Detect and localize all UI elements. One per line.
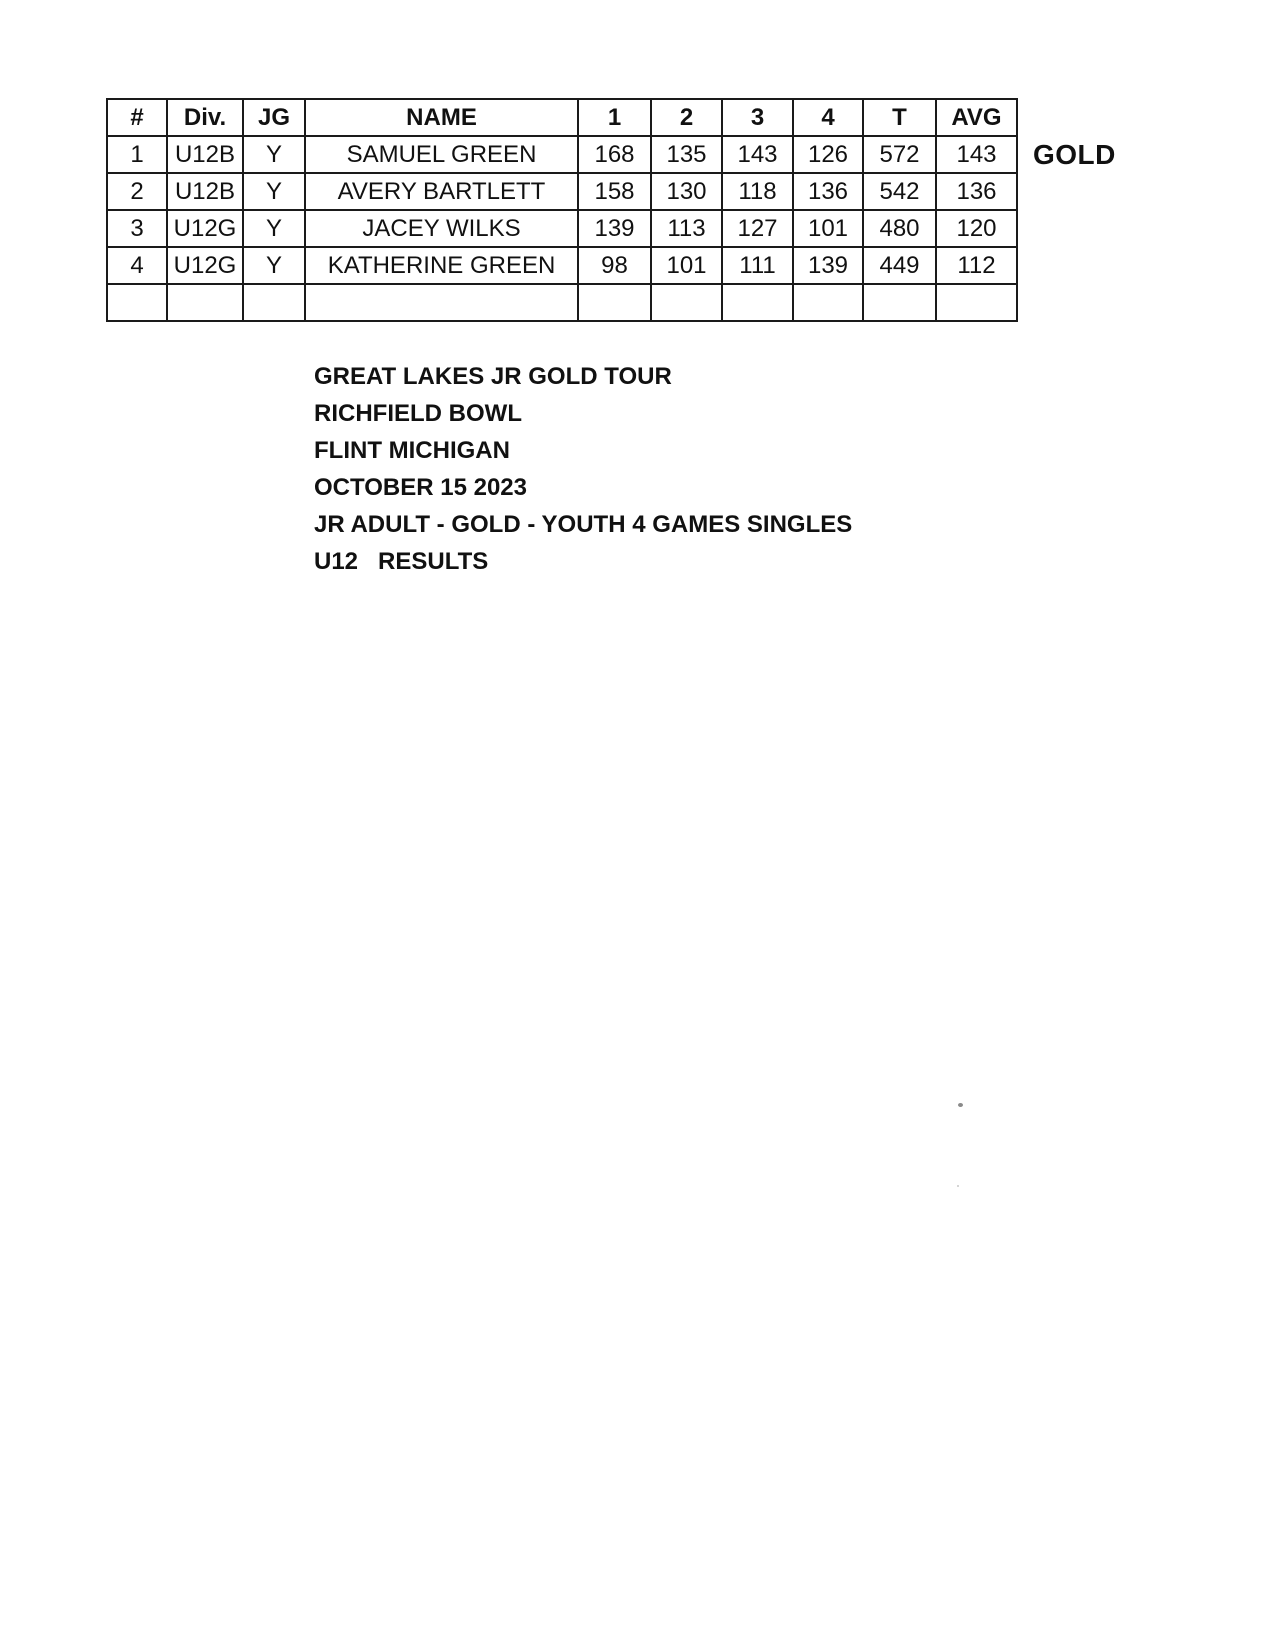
cell-division: U12B bbox=[167, 173, 243, 210]
cell-rank: 4 bbox=[107, 247, 167, 284]
cell-rank: 3 bbox=[107, 210, 167, 247]
cell-rank bbox=[107, 284, 167, 321]
cell-game-1: 98 bbox=[578, 247, 651, 284]
cell-game-3: 143 bbox=[722, 136, 793, 173]
cell-average: 143 bbox=[936, 136, 1017, 173]
scan-speck bbox=[957, 1185, 959, 1187]
cell-game-1 bbox=[578, 284, 651, 321]
table-row bbox=[107, 247, 1017, 284]
cell-game-4: 136 bbox=[793, 173, 863, 210]
event-location: FLINT MICHIGAN bbox=[314, 437, 510, 464]
cell-game-3: 118 bbox=[722, 173, 793, 210]
cell-jg bbox=[243, 284, 305, 321]
cell-game-1: 139 bbox=[578, 210, 651, 247]
cell-game-2 bbox=[651, 284, 722, 321]
cell-jg: Y bbox=[243, 247, 305, 284]
event-venue: RICHFIELD BOWL bbox=[314, 400, 522, 427]
cell-game-1: 168 bbox=[578, 136, 651, 173]
header-name: NAME bbox=[305, 99, 578, 136]
cell-game-3: 127 bbox=[722, 210, 793, 247]
cell-total: 449 bbox=[863, 247, 936, 284]
cell-name: JACEY WILKS bbox=[305, 210, 578, 247]
cell-game-3 bbox=[722, 284, 793, 321]
header-average: AVG bbox=[936, 99, 1017, 136]
cell-name bbox=[305, 284, 578, 321]
header-game-1: 1 bbox=[578, 99, 651, 136]
cell-game-2: 113 bbox=[651, 210, 722, 247]
header-division: Div. bbox=[167, 99, 243, 136]
table-row bbox=[107, 173, 1017, 210]
cell-name: KATHERINE GREEN bbox=[305, 247, 578, 284]
cell-game-3: 111 bbox=[722, 247, 793, 284]
cell-total: 542 bbox=[863, 173, 936, 210]
cell-average: 136 bbox=[936, 173, 1017, 210]
cell-game-4: 139 bbox=[793, 247, 863, 284]
cell-division bbox=[167, 284, 243, 321]
cell-average: 120 bbox=[936, 210, 1017, 247]
cell-total bbox=[863, 284, 936, 321]
header-total: T bbox=[863, 99, 936, 136]
cell-total: 572 bbox=[863, 136, 936, 173]
cell-game-4: 101 bbox=[793, 210, 863, 247]
cell-average bbox=[936, 284, 1017, 321]
table-row-empty bbox=[107, 284, 1017, 321]
header-game-4: 4 bbox=[793, 99, 863, 136]
cell-jg: Y bbox=[243, 210, 305, 247]
cell-jg: Y bbox=[243, 173, 305, 210]
gold-label: GOLD bbox=[1033, 139, 1116, 170]
event-tour-name: GREAT LAKES JR GOLD TOUR bbox=[314, 363, 672, 390]
cell-total: 480 bbox=[863, 210, 936, 247]
scan-speck bbox=[958, 1103, 963, 1107]
event-info bbox=[314, 358, 852, 580]
cell-name: SAMUEL GREEN bbox=[305, 136, 578, 173]
cell-game-4 bbox=[793, 284, 863, 321]
cell-game-2: 101 bbox=[651, 247, 722, 284]
header-rank: # bbox=[107, 99, 167, 136]
table-row bbox=[107, 136, 1017, 173]
event-results-title: U12 RESULTS bbox=[314, 548, 489, 575]
cell-jg: Y bbox=[243, 136, 305, 173]
cell-rank: 2 bbox=[107, 173, 167, 210]
cell-game-1: 158 bbox=[578, 173, 651, 210]
cell-average: 112 bbox=[936, 247, 1017, 284]
cell-rank: 1 bbox=[107, 136, 167, 173]
cell-division: U12G bbox=[167, 247, 243, 284]
cell-name: AVERY BARTLETT bbox=[305, 173, 578, 210]
cell-game-2: 135 bbox=[651, 136, 722, 173]
header-jg: JG bbox=[243, 99, 305, 136]
table-row bbox=[107, 210, 1017, 247]
header-game-3: 3 bbox=[722, 99, 793, 136]
cell-division: U12G bbox=[167, 210, 243, 247]
header-game-2: 2 bbox=[651, 99, 722, 136]
cell-game-2: 130 bbox=[651, 173, 722, 210]
table-header-row bbox=[107, 99, 1017, 136]
results-table bbox=[106, 98, 1018, 322]
cell-game-4: 126 bbox=[793, 136, 863, 173]
event-format: JR ADULT - GOLD - YOUTH 4 GAMES SINGLES bbox=[314, 511, 853, 538]
event-date: OCTOBER 15 2023 bbox=[314, 474, 527, 501]
cell-division: U12B bbox=[167, 136, 243, 173]
